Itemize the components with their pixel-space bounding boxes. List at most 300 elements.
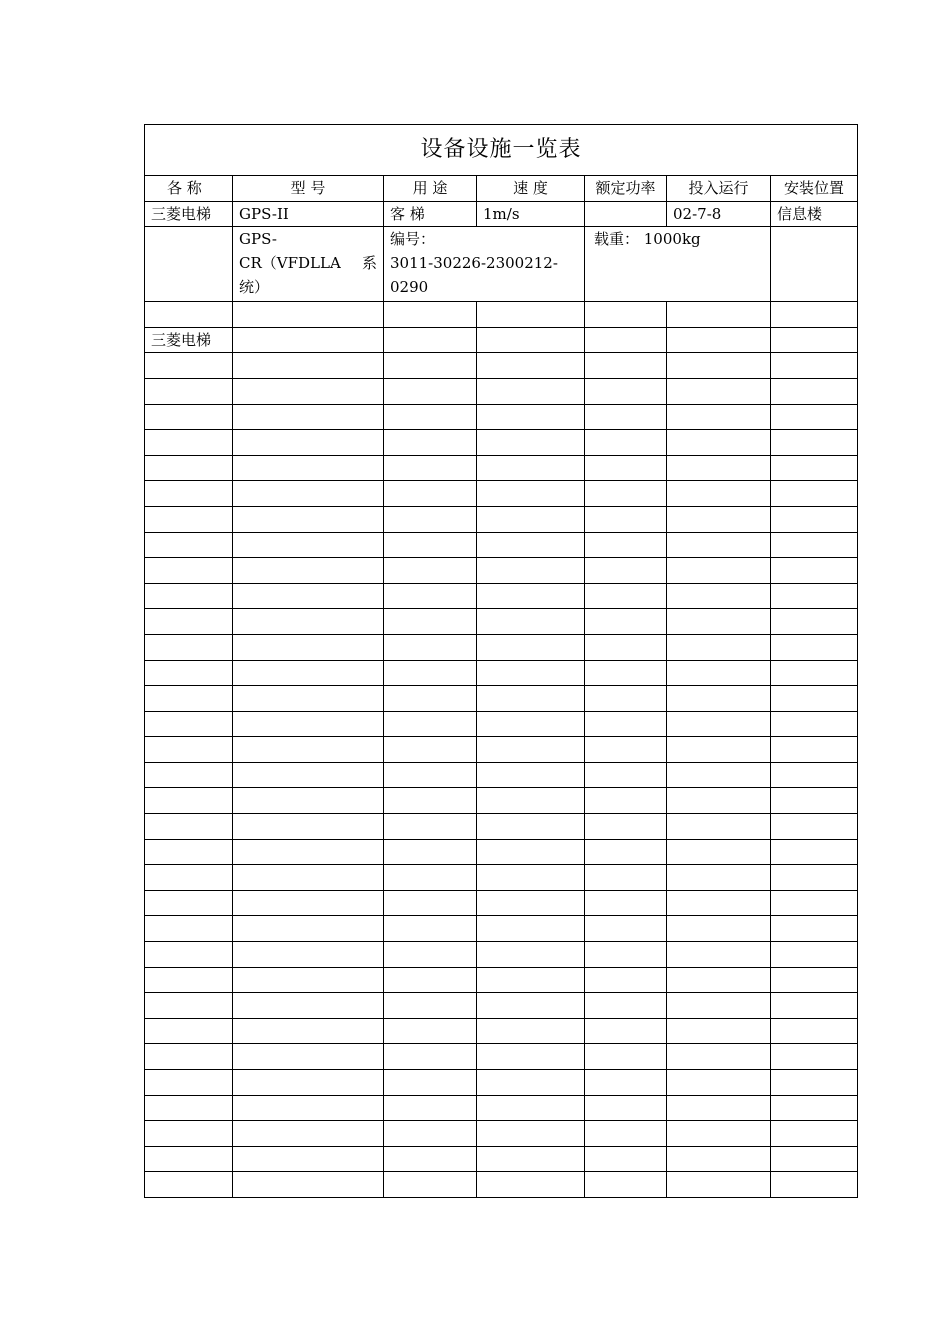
- table-cell: [477, 993, 585, 1019]
- table-cell: [585, 481, 667, 507]
- table-cell: [145, 430, 233, 456]
- table-cell: [477, 583, 585, 609]
- table-cell: [585, 404, 667, 430]
- header-power: 额定功率: [585, 176, 667, 202]
- table-cell: [477, 865, 585, 891]
- table-cell: [771, 1044, 858, 1070]
- header-speed: 速 度: [477, 176, 585, 202]
- table-cell: [233, 686, 384, 712]
- table-cell: [667, 890, 771, 916]
- table-cell: [145, 1172, 233, 1198]
- table-cell: [384, 353, 477, 379]
- table-row: [145, 481, 858, 507]
- table-cell: [585, 686, 667, 712]
- table-cell: [145, 609, 233, 635]
- table-cell: [771, 609, 858, 635]
- table-cell: [384, 481, 477, 507]
- table-cell: [233, 609, 384, 635]
- table-cell: [233, 916, 384, 942]
- table-cell: [771, 481, 858, 507]
- table-cell: [145, 506, 233, 532]
- table-cell: [585, 327, 667, 353]
- table-cell: [233, 634, 384, 660]
- table-cell: [384, 1044, 477, 1070]
- table-cell: [233, 890, 384, 916]
- model-line2: [239, 251, 377, 275]
- serial-label: 编号：: [390, 230, 436, 249]
- table-row: [145, 404, 858, 430]
- cell-empty: [771, 227, 858, 302]
- table-cell: [145, 942, 233, 968]
- table-row: [145, 865, 858, 891]
- table-cell: [585, 967, 667, 993]
- table-cell: [771, 711, 858, 737]
- table-cell: [384, 404, 477, 430]
- table-row: [145, 506, 858, 532]
- table-cell: [145, 686, 233, 712]
- table-cell: [145, 1044, 233, 1070]
- table-cell: [384, 711, 477, 737]
- table-cell: [384, 814, 477, 840]
- cell-speed: 1m/s: [477, 201, 585, 227]
- table-row: [145, 942, 858, 968]
- cell-location: 信息楼: [771, 201, 858, 227]
- table-cell: [585, 1070, 667, 1096]
- table-row: [145, 737, 858, 763]
- table-cell: [145, 762, 233, 788]
- table-cell: [771, 839, 858, 865]
- table-row: [145, 814, 858, 840]
- table-cell: [667, 967, 771, 993]
- table-cell: [233, 455, 384, 481]
- table-cell: [384, 942, 477, 968]
- table-row: [145, 353, 858, 379]
- table-cell: [667, 993, 771, 1019]
- table-cell: [667, 430, 771, 456]
- table-cell: [667, 711, 771, 737]
- model-line2-b: 系: [361, 254, 377, 273]
- table-cell: [233, 762, 384, 788]
- table-cell: [667, 814, 771, 840]
- table-cell: [477, 1095, 585, 1121]
- table-cell: [233, 839, 384, 865]
- table-cell: [477, 1070, 585, 1096]
- table-cell: [145, 1121, 233, 1147]
- table-cell: [233, 378, 384, 404]
- table-cell: [384, 1146, 477, 1172]
- table-cell: [667, 378, 771, 404]
- table-cell: [384, 1095, 477, 1121]
- table-cell: [384, 686, 477, 712]
- table-cell: [585, 993, 667, 1019]
- table-cell: [477, 430, 585, 456]
- table-cell: [233, 788, 384, 814]
- table-cell: [477, 1121, 585, 1147]
- table-cell: [667, 788, 771, 814]
- table-row: [145, 762, 858, 788]
- table-cell: [384, 532, 477, 558]
- table-row: [145, 1121, 858, 1147]
- cell-name: 三菱电梯: [145, 327, 233, 353]
- table-cell: [384, 634, 477, 660]
- table-cell: [477, 942, 585, 968]
- table-cell: [233, 1018, 384, 1044]
- table-row: [145, 1070, 858, 1096]
- table-cell: [771, 404, 858, 430]
- table-cell: [384, 558, 477, 584]
- table-row: [145, 532, 858, 558]
- table-cell: [145, 1146, 233, 1172]
- table-cell: [233, 302, 384, 328]
- table-cell: [585, 711, 667, 737]
- table-cell: [384, 865, 477, 891]
- table-cell: [477, 481, 585, 507]
- table-cell: [233, 1044, 384, 1070]
- table-cell: [145, 558, 233, 584]
- table-cell: [477, 660, 585, 686]
- table-cell: [667, 327, 771, 353]
- table-cell: [585, 609, 667, 635]
- table-cell: [585, 634, 667, 660]
- cell-power: [585, 201, 667, 227]
- table-cell: [145, 660, 233, 686]
- table-cell: [585, 916, 667, 942]
- table-cell: [477, 532, 585, 558]
- table-cell: [384, 660, 477, 686]
- table-cell: [233, 558, 384, 584]
- table-cell: [667, 686, 771, 712]
- table-cell: [585, 558, 667, 584]
- table-cell: [667, 634, 771, 660]
- equipment-table: [144, 124, 858, 1198]
- table-cell: [477, 967, 585, 993]
- table-cell: [384, 916, 477, 942]
- table-cell: [384, 890, 477, 916]
- table-title: 设备设施一览表: [145, 125, 858, 176]
- table-cell: [585, 455, 667, 481]
- header-date: 投入运行: [667, 176, 771, 202]
- table-cell: [384, 993, 477, 1019]
- table-cell: [477, 762, 585, 788]
- table-cell: [667, 506, 771, 532]
- table-cell: [771, 942, 858, 968]
- table-row: [145, 430, 858, 456]
- table-cell: [384, 430, 477, 456]
- table-cell: [145, 890, 233, 916]
- table-cell: [667, 1018, 771, 1044]
- table-row: [145, 788, 858, 814]
- table-cell: [233, 1121, 384, 1147]
- table-cell: [384, 1018, 477, 1044]
- table-cell: [771, 993, 858, 1019]
- table-cell: [477, 890, 585, 916]
- table-cell: [585, 583, 667, 609]
- table-row: [145, 227, 858, 302]
- table-cell: [667, 1044, 771, 1070]
- table-cell: [585, 762, 667, 788]
- table-cell: [145, 481, 233, 507]
- table-cell: [771, 788, 858, 814]
- table-cell: [585, 1146, 667, 1172]
- table-cell: [145, 634, 233, 660]
- table-cell: [771, 302, 858, 328]
- table-cell: [771, 353, 858, 379]
- table-row: [145, 1172, 858, 1198]
- table-cell: [477, 378, 585, 404]
- table-cell: [667, 1146, 771, 1172]
- table-cell: [145, 967, 233, 993]
- cell-date: 02-7-8: [667, 201, 771, 227]
- table-cell: [771, 762, 858, 788]
- table-cell: [477, 686, 585, 712]
- table-cell: [667, 609, 771, 635]
- header-model: 型 号: [233, 176, 384, 202]
- serial-line2: 0290: [390, 278, 429, 297]
- table-cell: [771, 865, 858, 891]
- table-cell: [145, 353, 233, 379]
- table-row: [145, 634, 858, 660]
- table-cell: [771, 532, 858, 558]
- table-cell: [667, 404, 771, 430]
- table-cell: [477, 455, 585, 481]
- table-cell: [667, 660, 771, 686]
- table-cell: [585, 865, 667, 891]
- model-line3: 统）: [239, 278, 270, 297]
- table-cell: [384, 967, 477, 993]
- table-cell: [585, 660, 667, 686]
- table-cell: [771, 814, 858, 840]
- table-cell: [771, 890, 858, 916]
- table-cell: [667, 916, 771, 942]
- table-cell: [477, 1044, 585, 1070]
- table-cell: [477, 609, 585, 635]
- table-cell: [667, 455, 771, 481]
- table-cell: [384, 737, 477, 763]
- table-cell: [771, 660, 858, 686]
- table-cell: [667, 1070, 771, 1096]
- table-cell: [585, 378, 667, 404]
- table-cell: [667, 1121, 771, 1147]
- table-cell: [233, 327, 384, 353]
- cell-serial: [384, 227, 585, 302]
- header-name: [145, 176, 233, 202]
- table-cell: [233, 865, 384, 891]
- table-cell: [477, 558, 585, 584]
- table-cell: [233, 1146, 384, 1172]
- table-cell: [145, 788, 233, 814]
- table-cell: [477, 506, 585, 532]
- table-cell: [145, 993, 233, 1019]
- table-cell: [585, 353, 667, 379]
- table-cell: [771, 1070, 858, 1096]
- table-cell: [771, 1146, 858, 1172]
- model-line1: GPS-: [239, 230, 277, 249]
- table-cell: [233, 711, 384, 737]
- table-cell: [667, 762, 771, 788]
- table-cell: [145, 711, 233, 737]
- table-cell: [384, 302, 477, 328]
- table-cell: [585, 814, 667, 840]
- header-name-text: 各 称: [167, 179, 202, 198]
- table-cell: [233, 993, 384, 1019]
- table-cell: [771, 686, 858, 712]
- table-row: [145, 327, 858, 353]
- table-cell: [585, 1121, 667, 1147]
- table-cell: [233, 942, 384, 968]
- table-cell: [145, 455, 233, 481]
- table-row: [145, 890, 858, 916]
- cell-empty: [145, 227, 233, 302]
- table-row: [145, 967, 858, 993]
- table-cell: [667, 481, 771, 507]
- table-cell: [233, 1070, 384, 1096]
- table-cell: [667, 558, 771, 584]
- table-row: [145, 201, 858, 227]
- table-row: [145, 378, 858, 404]
- table-cell: [233, 737, 384, 763]
- table-cell: [585, 788, 667, 814]
- table-cell: [145, 1095, 233, 1121]
- model-line2-a: CR（VFDLLA: [239, 254, 341, 273]
- table-cell: [771, 506, 858, 532]
- table-row: [145, 839, 858, 865]
- table-cell: [477, 1146, 585, 1172]
- table-cell: [145, 865, 233, 891]
- table-cell: [145, 916, 233, 942]
- table-cell: [145, 814, 233, 840]
- table-row: [145, 302, 858, 328]
- table-cell: [667, 737, 771, 763]
- table-cell: [233, 660, 384, 686]
- cell-model: GPS-II: [233, 201, 384, 227]
- table-cell: [233, 404, 384, 430]
- table-row: [145, 455, 858, 481]
- table-cell: [145, 532, 233, 558]
- table-cell: [585, 430, 667, 456]
- table-cell: [585, 737, 667, 763]
- table-cell: [585, 1172, 667, 1198]
- table-cell: [667, 353, 771, 379]
- table-cell: [477, 737, 585, 763]
- table-cell: [145, 1070, 233, 1096]
- table-cell: [477, 788, 585, 814]
- cell-name: 三菱电梯: [145, 201, 233, 227]
- table-cell: [771, 1018, 858, 1044]
- table-cell: [585, 532, 667, 558]
- table-row: [145, 916, 858, 942]
- table-cell: [667, 1095, 771, 1121]
- table-cell: [477, 916, 585, 942]
- cell-usage: 客 梯: [384, 201, 477, 227]
- table-row: [145, 1095, 858, 1121]
- table-cell: [771, 967, 858, 993]
- table-cell: [667, 1172, 771, 1198]
- table-cell: [667, 532, 771, 558]
- table-cell: [384, 788, 477, 814]
- header-usage: 用 途: [384, 176, 477, 202]
- table-cell: [145, 737, 233, 763]
- table-cell: [233, 430, 384, 456]
- table-row: [145, 1044, 858, 1070]
- table-cell: [771, 1172, 858, 1198]
- table-cell: [477, 1018, 585, 1044]
- cell-load: 载重： 1000kg: [585, 227, 771, 302]
- table-cell: [667, 583, 771, 609]
- table-cell: [771, 634, 858, 660]
- table-cell: [771, 558, 858, 584]
- table-row: [145, 1018, 858, 1044]
- table-cell: [667, 302, 771, 328]
- table-cell: [477, 814, 585, 840]
- table-cell: [145, 302, 233, 328]
- table-cell: [585, 890, 667, 916]
- table-cell: [771, 455, 858, 481]
- table-cell: [771, 1121, 858, 1147]
- table-cell: [585, 302, 667, 328]
- table-cell: [585, 506, 667, 532]
- table-cell: [384, 839, 477, 865]
- table-cell: [477, 1172, 585, 1198]
- table-cell: [585, 1018, 667, 1044]
- table-cell: [233, 814, 384, 840]
- table-cell: [145, 583, 233, 609]
- table-cell: [233, 506, 384, 532]
- table-cell: [667, 839, 771, 865]
- table-cell: [477, 302, 585, 328]
- table-row: [145, 609, 858, 635]
- table-cell: [585, 1095, 667, 1121]
- table-cell: [145, 1018, 233, 1044]
- table-cell: [585, 1044, 667, 1070]
- table-cell: [233, 353, 384, 379]
- table-row: [145, 583, 858, 609]
- table-row: [145, 1146, 858, 1172]
- table-cell: [667, 865, 771, 891]
- table-cell: [233, 967, 384, 993]
- cell-model-detail: [233, 227, 384, 302]
- table-cell: [233, 1172, 384, 1198]
- table-cell: [233, 1095, 384, 1121]
- table-row: [145, 660, 858, 686]
- table-cell: [233, 532, 384, 558]
- table-cell: [384, 1070, 477, 1096]
- table-cell: [384, 583, 477, 609]
- table-cell: [145, 378, 233, 404]
- table-cell: [145, 404, 233, 430]
- serial-line1: 3011-30226-2300212-: [390, 254, 558, 273]
- table-cell: [771, 916, 858, 942]
- table-cell: [771, 583, 858, 609]
- table-cell: [477, 839, 585, 865]
- table-cell: [477, 634, 585, 660]
- table-cell: [384, 1172, 477, 1198]
- table-cell: [477, 404, 585, 430]
- table-cell: [233, 481, 384, 507]
- header-location: 安装位置: [771, 176, 858, 202]
- table-cell: [384, 455, 477, 481]
- table-cell: [771, 378, 858, 404]
- table-row: [145, 711, 858, 737]
- table-cell: [477, 353, 585, 379]
- table-cell: [145, 839, 233, 865]
- table-cell: [771, 737, 858, 763]
- table-cell: [384, 327, 477, 353]
- table-cell: [667, 942, 771, 968]
- table-cell: [477, 711, 585, 737]
- table-cell: [233, 583, 384, 609]
- table-row: [145, 686, 858, 712]
- table-cell: [771, 430, 858, 456]
